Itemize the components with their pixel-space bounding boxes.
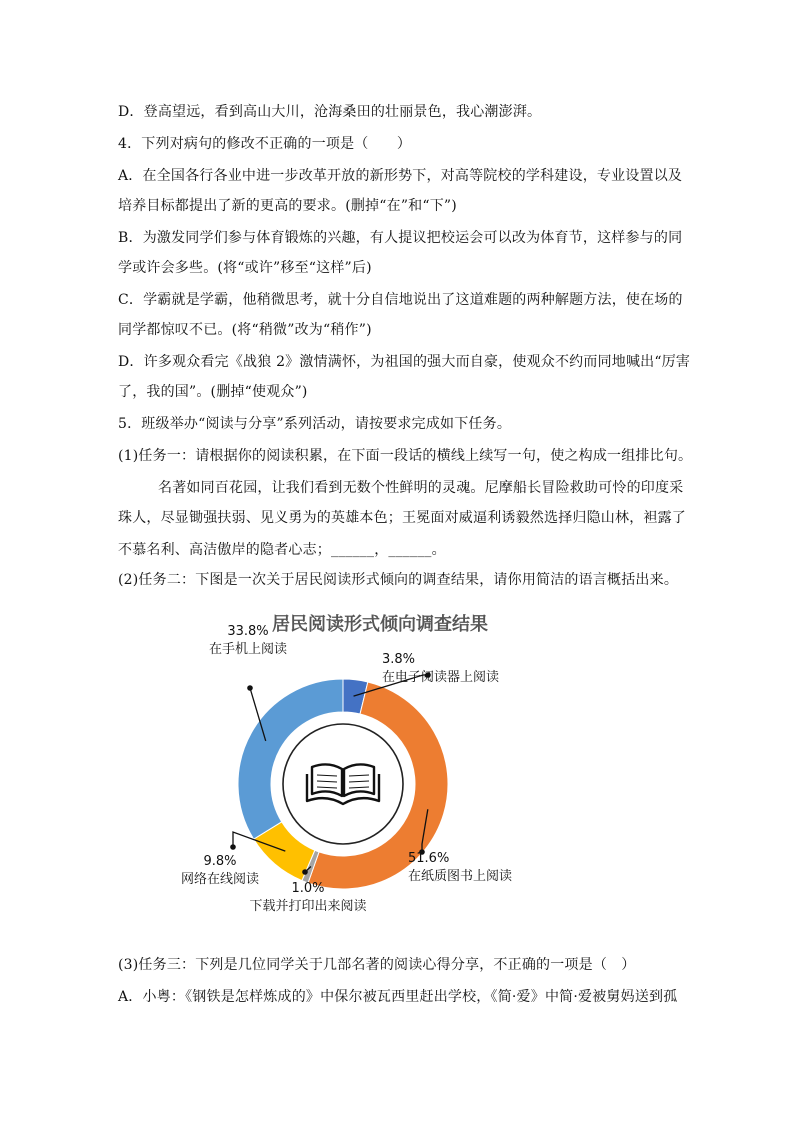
slice-category-label-4: 网络在线阅读: [180, 872, 260, 887]
leader-dot-5: [247, 685, 253, 691]
option-a-line1: A．在全国各行各业中进一步改革开放的新形势下，对高等院校的学科建设，专业设置以及: [118, 168, 683, 184]
slice-category-label-2: 在纸质图书上阅读: [408, 869, 513, 884]
chart-title: 居民阅读形式倾向调查结果: [272, 614, 488, 635]
option-a-line2: 培养目标都提出了新的更高的要求。(删掉“在”和“下”): [118, 198, 457, 214]
leader-dot-4: [230, 844, 236, 850]
slice-value-label-1: 3.8%: [382, 652, 416, 667]
slice-value-label-5: 33.8%: [227, 624, 269, 639]
task-3-option-a: A．小粤：《钢铁是怎样炼成的》中保尔被瓦西里赶出学校，《简·爱》中简·爱被舅妈送到孤: [118, 989, 678, 1005]
slice-category-label-5: 在手机上阅读: [208, 642, 288, 657]
task-1-passage-line2: 珠人，尽显锄强扶弱、见义勇为的英雄本色；王冕面对威逼利诱毅然选择归隐山林，袒露了: [118, 510, 686, 526]
slice-value-label-3: 1.0%: [291, 881, 325, 896]
task-2: (2)任务二：下图是一次关于居民阅读形式倾向的调查结果，请你用简洁的语言概括出来。: [118, 572, 679, 588]
option-b-line1: B．为激发同学们参与体育锻炼的兴趣，有人提议把校运会可以改为体育节，这样参与的同: [118, 230, 683, 246]
leader-dot-3: [302, 869, 308, 875]
question-5: 5．班级举办“阅读与分享”系列活动，请按要求完成如下任务。: [118, 416, 512, 432]
question-4: 4．下列对病句的修改不正确的一项是（ ）: [118, 136, 412, 152]
option-d-line2: 了，我的国”。(删掉“使观众”): [118, 384, 308, 400]
option-d-q3: D．登高望远，看到高山大川，沧海桑田的壮丽景色，我心潮澎湃。: [118, 104, 542, 120]
option-c-line2: 同学都惊叹不已。(将“稍微”改为“稍作”): [118, 322, 372, 338]
slice-category-label-3: 下载并打印出来阅读: [249, 899, 367, 914]
slice-category-label-1: 在电子阅读器上阅读: [382, 670, 500, 685]
option-b-line2: 学或许会多些。(将“或许”移至“这样”后): [118, 260, 372, 276]
slice-value-label-2: 51.6%: [408, 851, 450, 866]
reading-survey-donut-chart: [160, 600, 600, 940]
option-c-line1: C．学霸就是学霸，他稍微思考，就十分自信地说出了这道难题的两种解题方法，使在场的: [118, 292, 683, 308]
task-1-passage-line1: 名著如同百花园，让我们看到无数个性鲜明的灵魂。尼摩船长冒险救助可怜的印度采: [158, 480, 684, 496]
task-3: (3)任务三：下列是几位同学关于几部名著的阅读心得分享，不正确的一项是（ ）: [118, 957, 636, 973]
task-1: (1)任务一：请根据你的阅读积累，在下面一段话的横线上续写一句，使之构成一组排比句。: [118, 448, 693, 464]
task-1-passage-line3: 不慕名利、高洁傲岸的隐者心志；______，______。: [118, 542, 446, 558]
slice-value-label-4: 9.8%: [203, 854, 237, 869]
option-d-line1: D．许多观众看完《战狼 2》激情满怀，为祖国的强大而自豪，使观众不约而同地喊出“厉害: [118, 354, 691, 370]
